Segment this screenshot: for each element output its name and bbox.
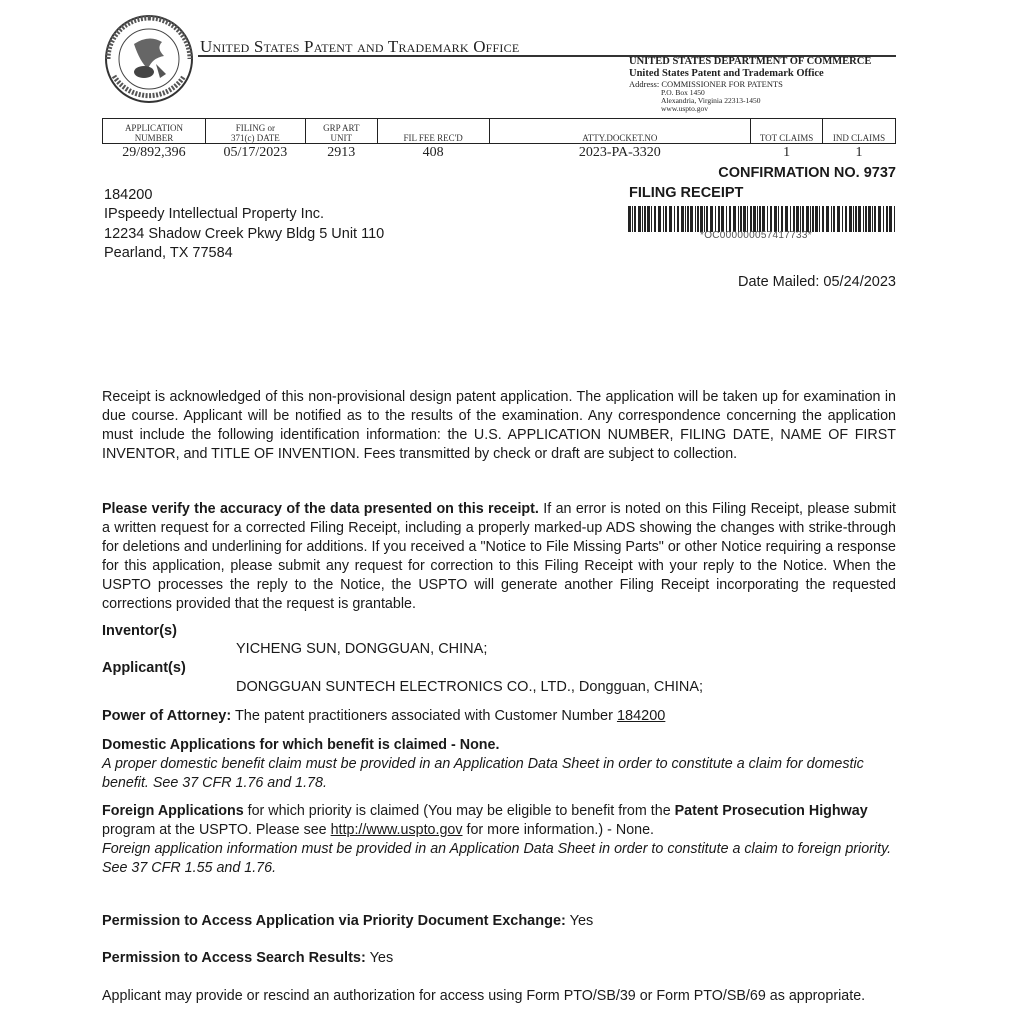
uspto-seal-icon [104,14,194,104]
foreign-note: Foreign application information must be provided in an Application Data Sheet in order to constitute a claim to foreign priority. See 37 CFR 1.55 and 1.76. [102,841,892,876]
tot-claims: 1 [783,145,791,160]
pph-label: Patent Prosecution Highway [674,803,868,819]
address-city: Alexandria, Virginia 22313-1450 [661,95,761,105]
uspto-link[interactable]: http://www.uspto.gov [330,822,463,838]
foreign-label: Foreign Applications [102,803,244,819]
pdx-permission [102,913,593,929]
inventor-label: Inventor(s) [102,623,177,639]
atty-docket: 2023-PA-3320 [578,145,661,160]
header-ind-claims: IND CLAIMS [823,119,896,144]
poa-label: Power of Attorney: [102,708,232,724]
customer-number: 184200 [104,187,153,203]
header-fil-fee: FIL FEE REC'D [377,119,489,144]
pdx-label: Permission to Access Application via Priority Document Exchange: [102,913,566,929]
application-info-table [102,118,896,162]
fil-fee: 408 [422,145,444,160]
search-results-permission [102,950,393,966]
date-mailed: Date Mailed: 05/24/2023 [738,274,896,290]
filing-receipt-title: FILING RECEIPT [629,185,744,201]
address-po-box: P.O. Box 1450 [661,87,705,97]
domestic-applications [102,736,896,793]
foreign-text: for which priority is claimed (You may be eligible to benefit from the [243,803,675,819]
office-name: United States Patent and Trademark Office [629,67,824,79]
ind-claims: 1 [855,145,863,160]
header-filing-date: FILING or 371(c) DATE [205,119,305,144]
inventor-value: YICHENG SUN, DONGGUAN, CHINA; [236,641,488,657]
poa-text: The patent practitioners associated with Customer Number [231,708,617,724]
receipt-paragraph: Receipt is acknowledged of this non-provisional design patent application. The application will be taken up for examination in due course. Applicant will be notified as to the results of the examination. Any correspondence concerning the application must include the following identification information: the U.S. APPLICATION NUMBER, FILING DATE, NAME OF FIRST INVENTOR, and TITLE OF INVENTION. Fees transmitted by check or draft are subject to collection. [102,389,896,462]
street-address: 12234 Shadow Creek Pkwy Bldg 5 Unit 110 [104,225,385,242]
department-block [629,57,871,113]
filing-date: 05/17/2023 [223,145,288,160]
company-name: IPspeedy Intellectual Property Inc. [104,206,325,223]
power-of-attorney [102,708,665,724]
correspondence-address [104,186,384,263]
city-state-zip: Pearland, TX 77584 [104,244,233,261]
grp-art-unit: 2913 [327,145,356,160]
pdx-value: Yes [565,913,594,929]
department-name: UNITED STATES DEPARTMENT OF COMMERCE [629,56,872,67]
address-commissioner: COMMISSIONER FOR PATENTS [661,79,783,89]
verify-text: If an error is noted on this Filing Receipt, please submit a written request for a corrected Filing Receipt, including a properly marked-up ADS showing the changes with strike-through for deletions and underlining for additions. If you received a "Notice to File Missing Parts" or other Notice requiring a response for this application, please submit any request for correction to this Filing Receipt with your reply to the Notice. When the USPTO processes the reply to the Notice, the USPTO will generate another Filing Receipt incorporating the requested corrections provided that the request is grantable. [102,501,896,612]
poa-customer-number-link[interactable]: 184200 [616,708,666,724]
applicant-value: DONGGUAN SUNTECH ELECTRONICS CO., LTD., Dongguan, CHINA; [236,679,704,695]
header-application-number: APPLICATION NUMBER [103,119,206,144]
verify-heading: Please verify the accuracy of the data presented on this receipt. [102,501,539,517]
foreign-text-3: for more information.) - None. [462,822,655,838]
barcode-icon [628,206,896,232]
header-tot-claims: TOT CLAIMS [751,119,823,144]
verify-paragraph [102,500,896,614]
table-row [103,144,896,163]
barcode-text: *OC000000057417733* [700,230,812,241]
search-results-value: Yes [365,950,394,966]
header-grp-art-unit: GRP ART UNIT [305,119,377,144]
authorization-paragraph: Applicant may provide or rescind an authorization for access using Form PTO/SB/39 or Form PTO/SB/69 as appropriate. [102,988,866,1004]
domestic-heading: Domestic Applications for which benefit is claimed - None. [102,737,500,753]
table-header-row [103,119,896,144]
address-label: Address: [629,79,660,89]
applicant-label: Applicant(s) [102,660,186,676]
foreign-applications [102,802,896,878]
header-atty-docket: ATTY.DOCKET.NO [489,119,751,144]
address-website: www.uspto.gov [661,103,709,113]
office-title: United States Patent and Trademark Office [200,37,520,56]
confirmation-number: CONFIRMATION NO. 9737 [718,165,896,181]
foreign-text-2: program at the USPTO. Please see [102,822,331,838]
domestic-note: A proper domestic benefit claim must be provided in an Application Data Sheet in order to constitute a claim for domestic benefit. See 37 CFR 1.76 and 1.78. [102,756,864,791]
application-number: 29/892,396 [122,145,186,160]
search-results-label: Permission to Access Search Results: [102,950,366,966]
